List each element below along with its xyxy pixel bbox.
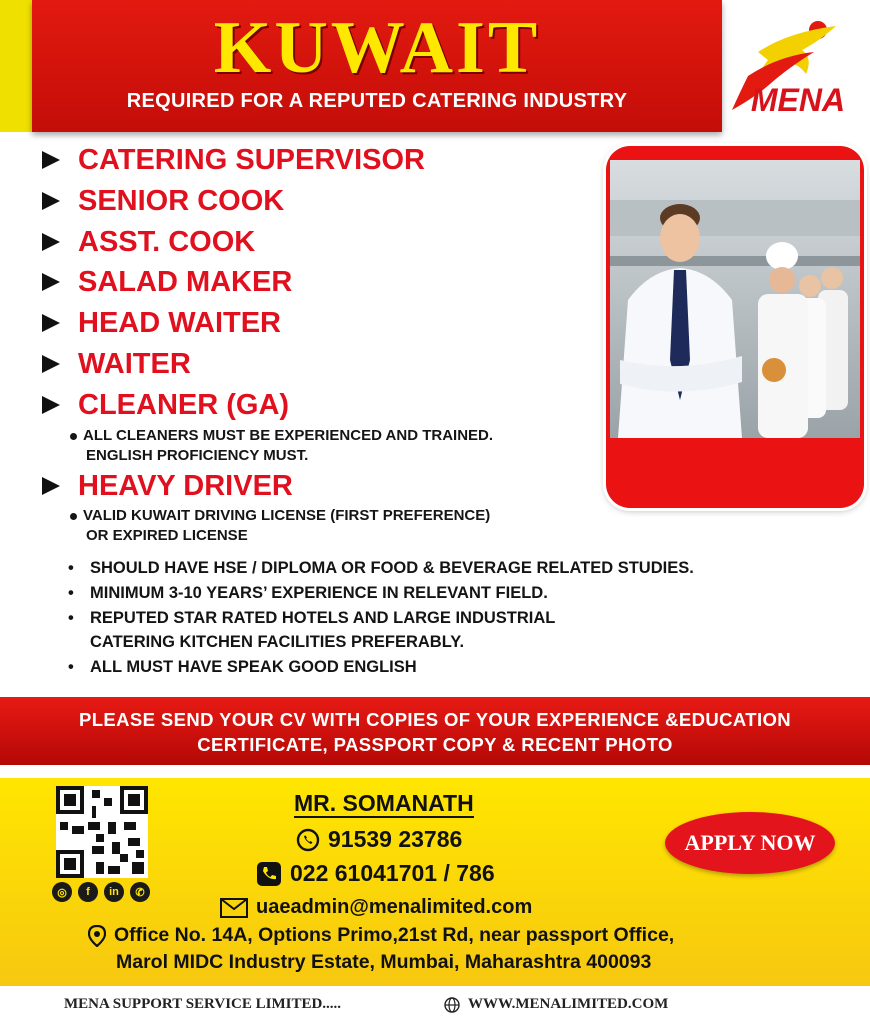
logo-text: MENA xyxy=(750,82,846,118)
phone-number: 022 61041701 / 786 xyxy=(290,860,495,886)
job-title: SALAD MAKER xyxy=(78,265,293,298)
arrow-right-icon xyxy=(40,231,62,253)
cleaner-note xyxy=(70,426,493,466)
address-text: Office No. 14A, Options Primo,21st Rd, near passport Office, xyxy=(114,924,675,946)
arrow-right-icon xyxy=(40,312,62,334)
address-line-2 xyxy=(116,951,651,974)
arrow-right-icon xyxy=(40,394,62,416)
social-icons xyxy=(52,882,150,902)
whatsapp-contact[interactable] xyxy=(296,826,462,853)
bullet-icon xyxy=(70,513,77,520)
arrow-right-icon xyxy=(40,271,62,293)
note-line: OR EXPIRED LICENSE xyxy=(86,527,248,544)
page-subtitle: REQUIRED FOR A REPUTED CATERING INDUSTRY xyxy=(126,90,628,112)
driver-note xyxy=(70,506,490,546)
requirement-item: • SHOULD HAVE HSE / DIPLOMA OR FOOD & BEVERAGE RELATED STUDIES. xyxy=(68,559,694,577)
arrow-right-icon xyxy=(40,190,62,212)
contact-person: MR. SOMANATH xyxy=(294,790,474,816)
whatsapp-icon xyxy=(296,828,320,852)
email-contact[interactable] xyxy=(220,896,532,919)
requirement-item: • MINIMUM 3-10 YEARS’ EXPERIENCE IN RELEVANT FIELD. xyxy=(68,584,548,602)
requirement-text: ALL MUST HAVE SPEAK GOOD ENGLISH xyxy=(90,658,417,676)
cta-line: PLEASE SEND YOUR CV WITH COPIES OF YOUR EXPERIENCE &EDUCATION xyxy=(78,709,792,730)
requirement-text: MINIMUM 3-10 YEARS’ EXPERIENCE IN RELEVANT FIELD. xyxy=(90,584,548,602)
cta-line: CERTIFICATE, PASSPORT COPY & RECENT PHOTO xyxy=(197,734,673,755)
whatsapp-icon[interactable]: ✆ xyxy=(130,882,150,902)
job-title: HEAVY DRIVER xyxy=(78,469,293,502)
photo-card xyxy=(606,146,864,508)
note-line: VALID KUWAIT DRIVING LICENSE (FIRST PREFERENCE) xyxy=(83,507,491,524)
job-title: SENIOR COOK xyxy=(78,184,285,217)
address-text: Marol MIDC Industry Estate, Mumbai, Maharashtra 400093 xyxy=(116,951,652,973)
cta-banner xyxy=(0,697,870,765)
job-item xyxy=(40,142,425,178)
job-item xyxy=(40,468,293,504)
whatsapp-number: 91539 23786 xyxy=(328,826,463,852)
requirement-item: • ALL MUST HAVE SPEAK GOOD ENGLISH xyxy=(68,658,417,676)
requirement-text: CATERING KITCHEN FACILITIES PREFERABLY. xyxy=(90,633,465,651)
job-title: WAITER xyxy=(78,347,191,380)
job-item xyxy=(40,224,255,260)
requirement-text: SHOULD HAVE HSE / DIPLOMA OR FOOD & BEVERAGE RELATED STUDIES. xyxy=(90,559,694,577)
kitchen-staff-photo xyxy=(610,160,860,438)
requirement-item xyxy=(68,630,464,654)
page-title: KUWAIT xyxy=(213,7,541,89)
website-url: WWW.MENALIMITED.COM xyxy=(468,996,669,1012)
job-item xyxy=(40,305,281,341)
requirement-item: • REPUTED STAR RATED HOTELS AND LARGE INDUSTRIAL xyxy=(68,609,556,627)
bullet-icon xyxy=(70,433,77,440)
job-item xyxy=(40,346,191,382)
requirement-text: REPUTED STAR RATED HOTELS AND LARGE INDUSTRIAL xyxy=(90,609,556,627)
job-title: CLEANER (GA) xyxy=(78,388,290,421)
linkedin-icon[interactable]: in xyxy=(104,882,124,902)
email-address: uaeadmin@menalimited.com xyxy=(256,896,533,918)
globe-icon xyxy=(444,997,460,1013)
arrow-right-icon xyxy=(40,353,62,375)
job-title: ASST. COOK xyxy=(78,225,256,258)
arrow-right-icon xyxy=(40,149,62,171)
note-line: ALL CLEANERS MUST BE EXPERIENCED AND TRAINED. xyxy=(83,427,494,444)
job-title: CATERING SUPERVISOR xyxy=(78,143,425,176)
address-line-1 xyxy=(88,924,674,947)
phone-icon xyxy=(256,861,282,887)
facebook-icon[interactable]: f xyxy=(78,882,98,902)
job-item xyxy=(40,183,284,219)
phone-contact[interactable] xyxy=(256,860,495,887)
website-link[interactable] xyxy=(444,996,668,1013)
company-name: MENA SUPPORT SERVICE LIMITED..... xyxy=(64,996,342,1012)
qr-code-icon[interactable] xyxy=(56,786,148,878)
mail-icon xyxy=(220,898,248,918)
note-line: ENGLISH PROFICIENCY MUST. xyxy=(86,447,309,464)
job-title: HEAD WAITER xyxy=(78,306,281,339)
job-item xyxy=(40,387,289,423)
instagram-icon[interactable]: ◎ xyxy=(52,882,72,902)
location-pin-icon xyxy=(88,925,106,947)
job-item xyxy=(40,264,292,300)
arrow-right-icon xyxy=(40,475,62,497)
apply-now-button[interactable]: APPLY NOW xyxy=(665,812,835,874)
